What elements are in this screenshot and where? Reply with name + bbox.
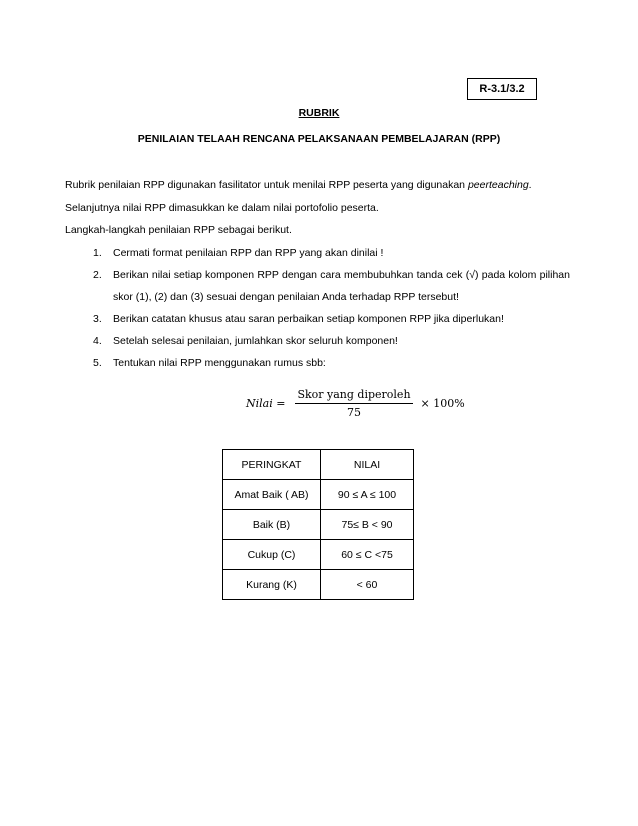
step-number: 5.: [93, 357, 102, 369]
cell-rank: Kurang (K): [223, 570, 321, 600]
step-number: 1.: [93, 247, 102, 259]
formula-numerator: Skor yang diperoleh: [295, 388, 412, 404]
formula-lhs: Nilai =: [246, 397, 286, 410]
list-item: [65, 352, 570, 374]
cell-rank: Amat Baik ( AB): [223, 480, 321, 510]
cell-score: 75≤ B < 90: [321, 510, 414, 540]
cell-score: 60 ≤ C <75: [321, 540, 414, 570]
cell-rank: Baik (B): [223, 510, 321, 540]
step-number: 2.: [93, 269, 102, 281]
grades-table: [222, 449, 414, 600]
list-item: [65, 242, 570, 264]
header-score: NILAI: [321, 450, 414, 480]
step-text: Berikan nilai setiap komponen RPP dengan cara membubuhkan tanda cek (√) pada kolom pilihan skor (1), (2) dan (3) sesuai dengan penilaian Anda terhadap RPP tersebut!: [113, 269, 570, 303]
cell-rank: Cukup (C): [223, 540, 321, 570]
step-number: 3.: [93, 313, 102, 325]
score-formula: [246, 388, 465, 419]
intro-text: Rubrik penilaian RPP digunakan fasilitator untuk menilai RPP peserta yang digunakan: [65, 179, 468, 191]
paragraph-steps-intro: Langkah-langkah penilaian RPP sebagai berikut.: [65, 224, 292, 236]
cell-score: 90 ≤ A ≤ 100: [321, 480, 414, 510]
table-row: [223, 510, 414, 540]
steps-list: [65, 242, 570, 374]
formula-rhs: × 100%: [420, 397, 465, 410]
step-text: Berikan catatan khusus atau saran perbaikan setiap komponen RPP jika diperlukan!: [113, 313, 504, 325]
cell-score: < 60: [321, 570, 414, 600]
list-item: [65, 330, 570, 352]
document-subtitle: PENILAIAN TELAAH RENCANA PELAKSANAAN PEMBELAJARAN (RPP): [137, 133, 501, 145]
intro-end: .: [528, 179, 532, 191]
header-rank: PERINGKAT: [223, 450, 321, 480]
step-text: Setelah selesai penilaian, jumlahkan skor seluruh komponen!: [113, 335, 398, 347]
intro-italic-term: peerteaching: [467, 179, 529, 191]
document-code-box: R-3.1/3.2: [467, 78, 537, 100]
document-title: RUBRIK: [298, 107, 340, 119]
list-item: [65, 308, 570, 330]
paragraph-portfolio: Selanjutnya nilai RPP dimasukkan ke dalam nilai portofolio peserta.: [65, 202, 379, 214]
table-row: [223, 570, 414, 600]
formula-fraction: [295, 388, 412, 419]
step-text: Tentukan nilai RPP menggunakan rumus sbb:: [113, 357, 326, 369]
step-text: Cermati format penilaian RPP dan RPP yang akan dinilai !: [113, 247, 384, 259]
list-item: [65, 264, 570, 308]
table-row: [223, 540, 414, 570]
formula-denominator: 75: [346, 406, 361, 419]
table-row: [223, 480, 414, 510]
step-number: 4.: [93, 335, 102, 347]
intro-paragraph: [65, 179, 575, 191]
table-header-row: [223, 450, 414, 480]
